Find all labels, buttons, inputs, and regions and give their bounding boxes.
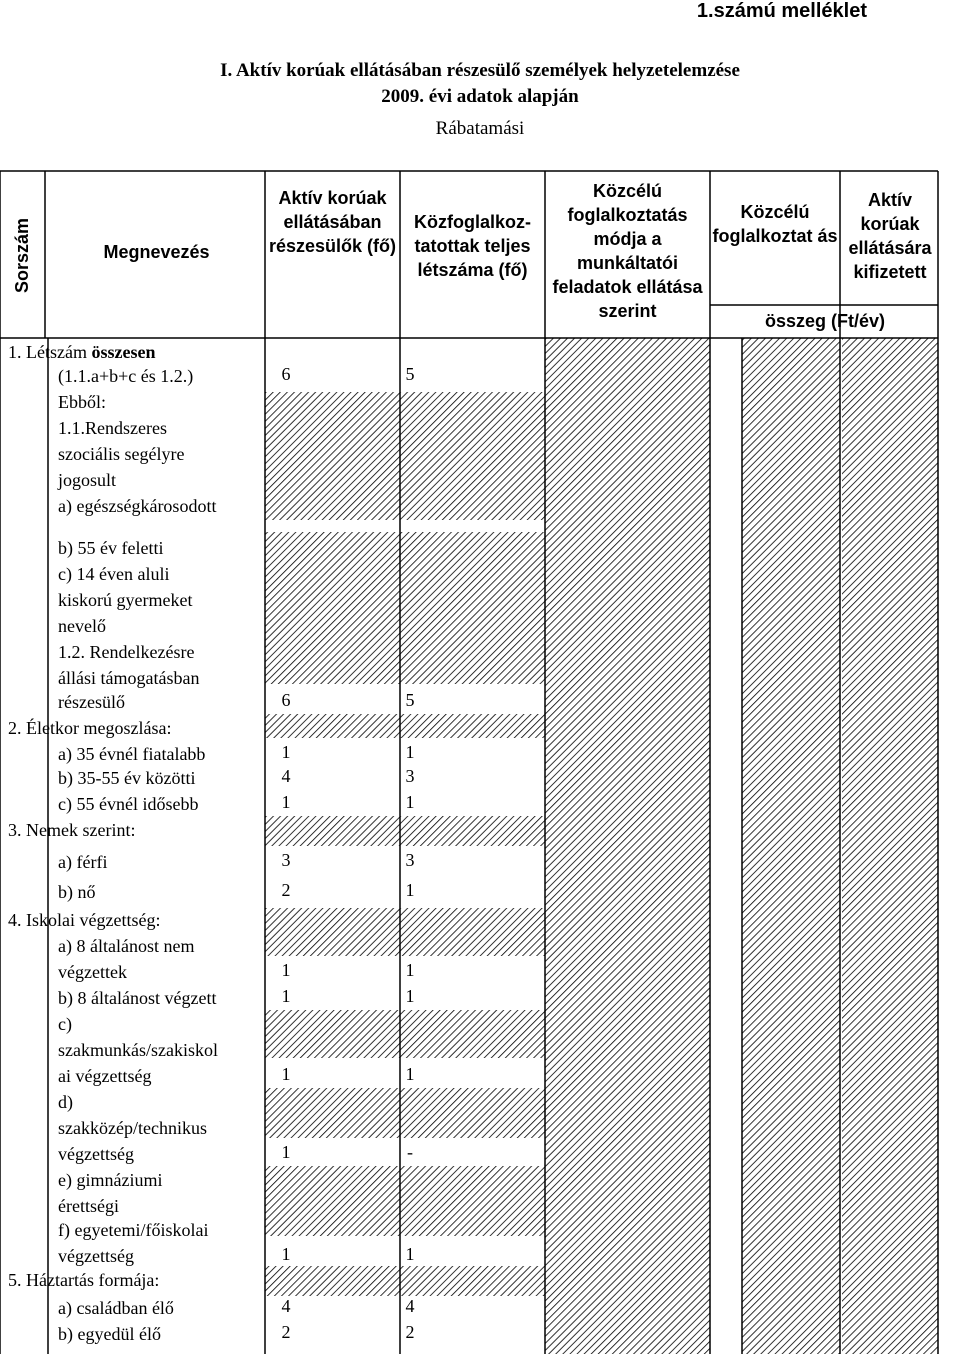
row-label: a) férfi [58, 852, 108, 872]
value-kozfoglalkoztatottak: - [407, 1142, 413, 1162]
header-kozcelu: Közcélú foglalkoztat ás [712, 202, 838, 246]
value-aktiv-korulak: 1 [281, 742, 291, 762]
row-label: e) gimnáziumi [58, 1170, 163, 1190]
value-kozfoglalkoztatottak: 1 [405, 742, 415, 762]
row-label: b) nő [58, 882, 96, 902]
row-label: nevelő [58, 616, 106, 636]
row-label: b) 55 év feletti [58, 538, 164, 558]
row-label: b) egyedül élő [58, 1324, 161, 1344]
value-kozfoglalkoztatottak: 1 [405, 986, 415, 1006]
value-kozfoglalkoztatottak: 1 [405, 792, 415, 812]
row-label: (1.1.a+b+c és 1.2.) [58, 366, 194, 386]
row-label: f) egyetemi/főiskolai [58, 1220, 209, 1240]
row-label: szociális segélyre [58, 444, 185, 464]
row-label: 5. Háztartás formája: [8, 1270, 160, 1290]
hatch-band-4 [265, 816, 545, 846]
annex-label: 1.számú melléklet [696, 0, 867, 22]
row-label-bold: összesen [91, 342, 156, 362]
value-aktiv-korulak: 1 [281, 1064, 291, 1084]
row-label: kiskorú gyermeket [58, 590, 193, 610]
header-modja: Közcélú foglalkoztatás módja a munkáltatói feladatok ellátása szerint [552, 181, 703, 321]
hatch-band-7 [265, 1088, 545, 1138]
value-aktiv-korulak: 4 [281, 766, 291, 786]
value-aktiv-korulak: 4 [281, 1296, 291, 1316]
hatch-band-2 [265, 532, 545, 684]
row-label: 1.2. Rendelkezésre [58, 642, 195, 662]
hatch-band-9 [265, 1266, 545, 1296]
header-aktiv-korulak: Aktív korúak ellátásában részesülők (fő) [268, 188, 397, 256]
value-aktiv-korulak: 6 [281, 364, 291, 384]
hatch-band-3 [265, 714, 545, 738]
row-label: 1.1.Rendszeres [58, 418, 167, 438]
value-aktiv-korulak: 2 [281, 880, 291, 900]
document-title: I. Aktív korúak ellátásában részesülő személyek helyzetelemzése [220, 60, 740, 81]
value-kozfoglalkoztatottak: 4 [405, 1296, 415, 1316]
row-label: a) 35 évnél fiatalabb [58, 744, 206, 764]
row-label: végzettség [58, 1144, 134, 1164]
value-aktiv-korulak: 3 [281, 850, 291, 870]
value-kozfoglalkoztatottak: 2 [405, 1322, 415, 1342]
row-label: ai végzettség [58, 1066, 152, 1086]
value-aktiv-korulak: 6 [281, 690, 291, 710]
row-label: a) 8 általánost nem [58, 936, 195, 956]
value-aktiv-korulak: 2 [281, 1322, 291, 1342]
row-label: a) családban élő [58, 1298, 174, 1318]
value-kozfoglalkoztatottak: 1 [405, 960, 415, 980]
hatch-col-kozcelu [742, 338, 840, 1354]
value-aktiv-korulak: 1 [281, 986, 291, 1006]
value-kozfoglalkoztatottak: 1 [405, 880, 415, 900]
hatch-band-6 [265, 1010, 545, 1058]
row-label: c) 14 éven aluli [58, 564, 170, 584]
row-label: d) [58, 1092, 73, 1112]
header-aktiv-kifizetett: Aktív korúak ellátására kifizetett [848, 190, 932, 282]
value-kozfoglalkoztatottak: 3 [405, 766, 415, 786]
row-label: jogosult [58, 470, 117, 490]
row-label: végzettek [58, 962, 127, 982]
value-aktiv-korulak: 1 [281, 1142, 291, 1162]
value-kozfoglalkoztatottak: 1 [405, 1064, 415, 1084]
hatch-band-1b [400, 392, 545, 520]
row-label: szakközép/technikus [58, 1118, 207, 1138]
row-label: Ebből: [58, 392, 106, 412]
document-subtitle: 2009. évi adatok alapján [381, 86, 579, 107]
hatch-band-5 [265, 908, 545, 956]
row-label: b) 35-55 év közötti [58, 768, 196, 788]
header-osszeg: összeg (Ft/év) [764, 311, 886, 331]
hatch-col-aktiv [842, 338, 938, 1354]
row-label: 4. Iskolai végzettség: [8, 910, 161, 930]
row-label: állási támogatásban [58, 668, 200, 688]
hatch-band-1 [265, 392, 400, 520]
row-label: 1. Létszám összesen [8, 342, 156, 362]
value-aktiv-korulak: 1 [281, 792, 291, 812]
header-sorszam: Sorszám [12, 217, 33, 293]
row-label: szakmunkás/szakiskol [58, 1040, 218, 1060]
row-label: érettségi [58, 1196, 119, 1216]
row-label: 2. Életkor megoszlása: [8, 718, 172, 738]
hatch-col-modja [545, 338, 710, 1354]
header-megnevezes: Megnevezés [103, 242, 210, 262]
row-label: c) [58, 1014, 72, 1034]
value-aktiv-korulak: 1 [281, 1244, 291, 1264]
row-label: részesülő [58, 692, 125, 712]
row-label: végzettség [58, 1246, 134, 1266]
header-kozfoglalkoztatottak: Közfoglalkoz-tatottak teljes létszáma (fő) [414, 212, 531, 280]
value-kozfoglalkoztatottak: 1 [405, 1244, 415, 1264]
row-label: b) 8 általánost végzett [58, 988, 217, 1008]
value-aktiv-korulak: 1 [281, 960, 291, 980]
row-label: c) 55 évnél idősebb [58, 794, 199, 814]
value-kozfoglalkoztatottak: 3 [405, 850, 415, 870]
row-label: 3. Nemek szerint: [8, 820, 136, 840]
hatch-band-8 [265, 1166, 545, 1236]
value-kozfoglalkoztatottak: 5 [405, 690, 415, 710]
place-name: Rábatamási [435, 118, 525, 139]
value-kozfoglalkoztatottak: 5 [405, 364, 415, 384]
row-label: a) egészségkárosodott [58, 496, 217, 516]
